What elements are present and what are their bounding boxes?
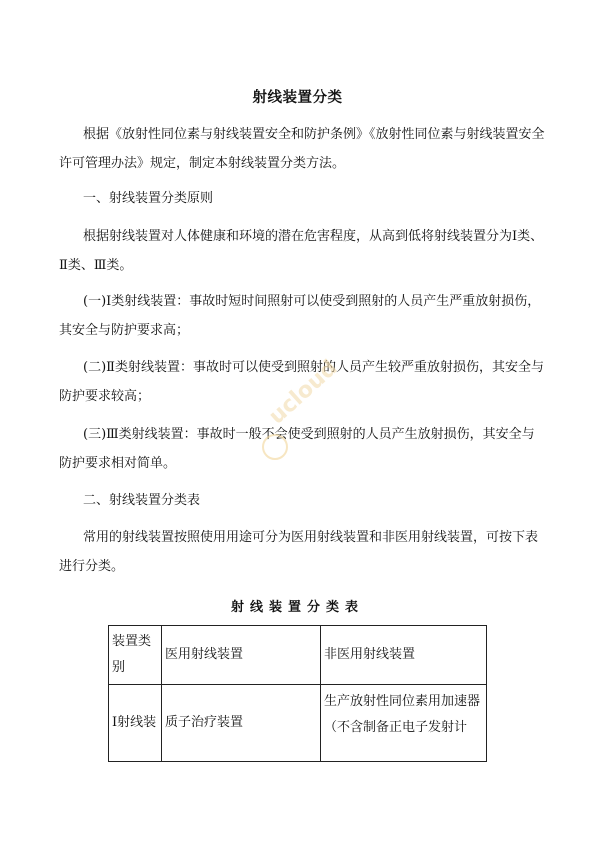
- section1-heading: 一、射线装置分类原则: [83, 191, 214, 206]
- class1-item: (一)Ⅰ类射线装置：事故时短时间照射可以使受到照射的人员产生严重放射损伤，其安全与防护要求高；: [59, 294, 541, 338]
- header-cell-medical: 医用射线装置: [162, 626, 321, 685]
- document-title: 射线装置分类: [252, 90, 343, 106]
- watermark-text: ucloud: [264, 355, 343, 430]
- section2-paragraph: 常用的射线装置按照使用用途可分为医用射线装置和非医用射线装置，可按下表进行分类。: [59, 530, 539, 574]
- row-cell-nonmedical: 生产放射性同位素用加速器（不含制备正电子发射计: [321, 685, 487, 762]
- watermark-logo-icon: [262, 434, 288, 460]
- class2-item: (二)Ⅱ类射线装置：事故时可以使受到照射的人员产生较严重放射损伤，其安全与防护要求较高；: [59, 360, 544, 404]
- table-header-row: [109, 626, 487, 685]
- intro-paragraph: 根据《放射性同位素与射线装置安全和防护条例》《放射性同位素与射线装置安全许可管理办法》规定，制定本射线装置分类方法。: [59, 127, 545, 171]
- section2-heading: 二、射线装置分类表: [83, 493, 201, 508]
- table-row: [109, 685, 487, 762]
- header-cell-nonmedical: 非医用射线装置: [321, 626, 487, 685]
- section1-paragraph: 根据射线装置对人体健康和环境的潜在危害程度，从高到低将射线装置分为Ⅰ类、Ⅱ类、Ⅲ类。: [59, 229, 544, 273]
- row-cell-medical: 质子治疗装置: [162, 685, 321, 762]
- table-title: 射线装置分类表: [230, 600, 364, 615]
- classification-table: [108, 625, 487, 762]
- class3-item: (三)Ⅲ类射线装置：事故时一般不会使受到照射的人员产生放射损伤，其安全与防护要求相对简单。: [59, 427, 535, 471]
- header-cell-category: 装置类别: [109, 626, 162, 685]
- row-cell-category: Ⅰ射线装: [109, 685, 162, 762]
